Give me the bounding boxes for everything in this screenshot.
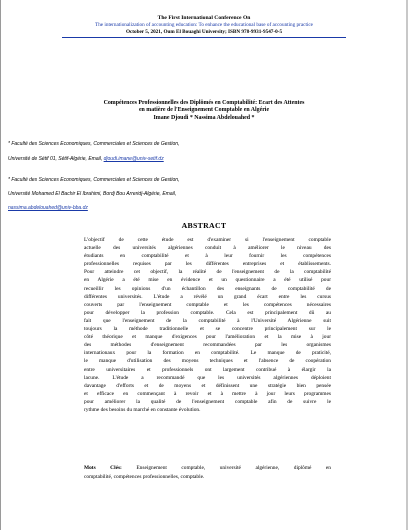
abstract-line: pour développer la profession comptable. Cela est principalement dû au [84, 309, 331, 316]
abstract-line: couverts par l'enseignement comptable et les compétences nécessaires [84, 301, 331, 308]
abstract-line: entre universitaires et professionnels ont largement contribué à élargir la [84, 366, 331, 373]
abstract-line: fait que l'enseignement de la comptabilité à l'Université Algérienne suit [84, 317, 331, 324]
abstract-line: actuelle des universités algériennes conduit à améliorer le niveau des [84, 245, 331, 252]
email-link[interactable]: nassima.abdelouahed@univ-bba.dz [8, 205, 88, 211]
paper-authors: Imane Djoudi * Nassima Abdelouahed * [153, 114, 255, 121]
abstract-body [84, 236, 331, 414]
abstract-line: côté théorique et manque d'exigences pour l'amélioration et la mise à jour [84, 334, 331, 341]
abstract-line: lacune. L'étude a recommandé que les universités algériennes déploient [84, 374, 331, 381]
paper-title-line: Compétences Professionnelles des Diplômés en Comptabilité: Ecart des Attentes [103, 100, 305, 106]
abstract-heading: ABSTRACT [181, 221, 227, 230]
abstract-line: L'objectif de cette étude est d'examiner si l'enseignement comptable [84, 237, 331, 243]
abstract-line: en Algérie a été mise en évidence et un questionnaire a été utilisé pour [84, 277, 331, 284]
paper-title-line: en matière de l'Enseignement Comptable en Algérie [138, 107, 270, 114]
affiliation-line [8, 152, 368, 167]
affiliation-line: Université Mohamed El Bachir El Ibrahimi, Bordj Bou Arreridj-Algérie, Email, [8, 191, 177, 197]
abstract-line: toujours la méthode traditionnelle et se concentre principalement sur le [84, 326, 331, 333]
abstract-line: le manque d'utilisation des moyens techniques et l'absence de coopération [84, 358, 331, 365]
abstract-line: pour améliorer la qualité de l'enseignement comptable afin de suivre le [84, 398, 331, 405]
paper-title-block [30, 100, 378, 122]
keywords-line: comptabilité, compétences professionnelles, comptable. [84, 473, 205, 480]
keywords-block [84, 464, 331, 481]
abstract-line: et efficace en commençant à revoir et à mettre à jour leurs programmes [84, 390, 331, 397]
conference-header [40, 15, 368, 36]
conference-title: The First International Conference On [157, 15, 251, 21]
keywords-text: Enseignement comptable, université algérienne, diplômé en [121, 465, 332, 471]
affiliation-line: * Faculté des Sciences Economiques, Commerciales et Sciences de Gestion, [8, 177, 180, 183]
affiliation-line: * Faculté des Sciences Economiques, Commerciales et Sciences de Gestion, [8, 141, 180, 147]
abstract-line: des méthodes d'enseignement recommandées par les organismes [84, 342, 331, 349]
affiliation-2 [8, 173, 368, 215]
abstract-line: davantage d'efforts et de moyens et définissent une stratégie bien pensée [84, 382, 331, 389]
abstract-line: Pour atteindre cet objectif, la réalité de l'enseignement de la comptabilité [84, 269, 331, 276]
email-link[interactable]: djoudi.imane@univ-setif.dz [103, 156, 164, 162]
header-divider [62, 37, 346, 38]
keywords-label: Mots Clés: [84, 465, 122, 471]
conference-info: October 5, 2021, Oum El Bouaghi University; ISBN 978-9931-9547-0-5 [125, 29, 283, 35]
abstract-line: professionnelles requises par les différentes entreprises et établissements. [84, 261, 331, 268]
affiliation-line [8, 201, 368, 215]
abstract-line: internationaux pour la formation en comptabilité. Le manque de praticité, [84, 350, 331, 357]
abstract-line: étudiants en comptabilité et à leur fournir les compétences [84, 253, 331, 260]
conference-subtitle: The internationalization of accounting education: To enhance the educational base of accounting practice [95, 22, 313, 28]
affiliation-text: Université de Sétif 01, Sétif-Algérie, Email, [8, 156, 104, 162]
page-left-edge [0, 0, 1, 530]
abstract-line: différentes universités. L'étude a révélé un grand écart entre les cursus [84, 293, 331, 300]
affiliation-1 [8, 137, 368, 167]
abstract-line: recueillir les opinions d'un échantillon des enseignants de comptabilité de [84, 285, 331, 292]
abstract-line: rythme des besoins du marché en constante évolution. [84, 406, 201, 413]
keywords-line [84, 464, 331, 473]
